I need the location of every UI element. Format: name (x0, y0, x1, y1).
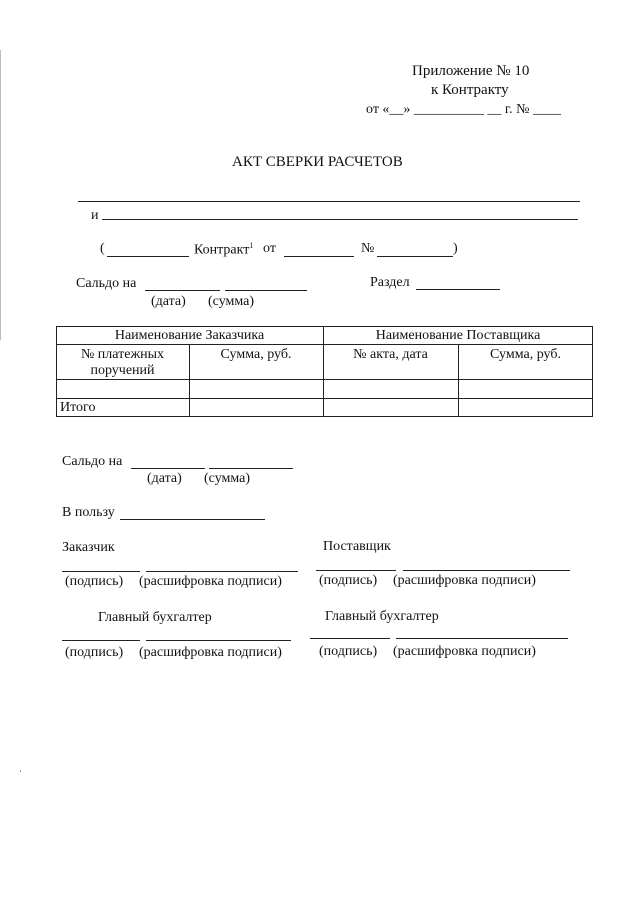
customer-accountant-signature-caption: (подпись) (65, 645, 124, 660)
supplier-accountant-decoding-caption: (расшифровка подписи) (393, 644, 536, 659)
saldo-top-date-line (145, 290, 220, 291)
customer-accountant-signature-line (62, 640, 140, 641)
supplier-signature-caption: (подпись) (319, 573, 378, 588)
in-favor-label: В пользу (62, 505, 115, 520)
in-favor-line (120, 519, 265, 520)
supplier-accountant-decoding-line (396, 638, 568, 639)
contract-number-label: № (361, 241, 375, 256)
supplier-label: Поставщик (323, 539, 391, 554)
appendix-contract-date: от «__» __________ __ г. № ____ (366, 102, 561, 117)
document-title: АКТ СВЕРКИ РАСЧЕТОВ (232, 154, 403, 170)
scan-edge-line (0, 50, 1, 340)
appendix-contract-ref: к Контракту (431, 82, 509, 98)
section-line (416, 289, 500, 290)
contract-number-line (377, 256, 453, 257)
supplier-accountant-signature-caption: (подпись) (319, 644, 378, 659)
saldo-bottom-date-line (131, 468, 205, 469)
table-subheader-divider (56, 379, 593, 380)
customer-chief-accountant-label: Главный бухгалтер (98, 610, 212, 625)
supplier-chief-accountant-label: Главный бухгалтер (325, 609, 439, 624)
customer-accountant-decoding-caption: (расшифровка подписи) (139, 645, 282, 660)
saldo-bottom-label: Сальдо на (62, 454, 123, 469)
supplier-accountant-signature-line (310, 638, 390, 639)
appendix-number: Приложение № 10 (412, 63, 530, 79)
table-header-divider (56, 344, 593, 345)
saldo-bottom-sum-line (209, 468, 293, 469)
table-col-customer-sum: Сумма, руб. (220, 347, 292, 362)
saldo-top-sum-caption: (сумма) (208, 294, 255, 309)
customer-decoding-caption: (расшифровка подписи) (139, 574, 282, 589)
table-col-supplier-sum: Сумма, руб. (490, 347, 561, 362)
saldo-bottom-date-caption: (дата) (147, 471, 182, 486)
saldo-bottom-sum-caption: (сумма) (204, 471, 251, 486)
table-col-act-number: № акта, дата (353, 347, 428, 362)
section-label: Раздел (370, 275, 410, 290)
customer-decoding-line (146, 571, 298, 572)
scan-speck (20, 770, 21, 772)
customer-signature-caption: (подпись) (65, 574, 124, 589)
and-label: и (91, 208, 99, 223)
contract-from-label: от (263, 241, 276, 256)
table-col-payment-orders (56, 347, 189, 379)
table-supplier-header: Наименование Поставщика (375, 328, 541, 343)
table-col-payment-orders-line1: № платежных (80, 347, 165, 362)
contract-footnote: 1 (249, 241, 254, 250)
contract-close-paren: ) (453, 241, 458, 256)
contract-open-paren: ( (100, 241, 105, 256)
party-1-line (78, 201, 580, 202)
supplier-signature-line (316, 570, 396, 571)
customer-accountant-decoding-line (146, 640, 291, 641)
saldo-top-date-caption: (дата) (151, 294, 186, 309)
table-customer-header: Наименование Заказчика (114, 328, 265, 343)
table-total-label: Итого (60, 400, 96, 415)
contract-date-line (284, 256, 354, 257)
table-row-divider (56, 398, 593, 399)
supplier-decoding-caption: (расшифровка подписи) (393, 573, 536, 588)
saldo-top-label: Сальдо на (76, 276, 137, 291)
customer-label: Заказчик (62, 540, 115, 555)
contract-label (194, 242, 253, 258)
contract-type-line (107, 256, 189, 257)
party-2-line (102, 219, 578, 220)
customer-signature-line (62, 571, 140, 572)
table-col-payment-orders-line2: поручений (90, 363, 155, 378)
saldo-top-sum-line (225, 290, 307, 291)
supplier-decoding-line (403, 570, 570, 571)
contract-label-text: Контракт (194, 242, 250, 258)
